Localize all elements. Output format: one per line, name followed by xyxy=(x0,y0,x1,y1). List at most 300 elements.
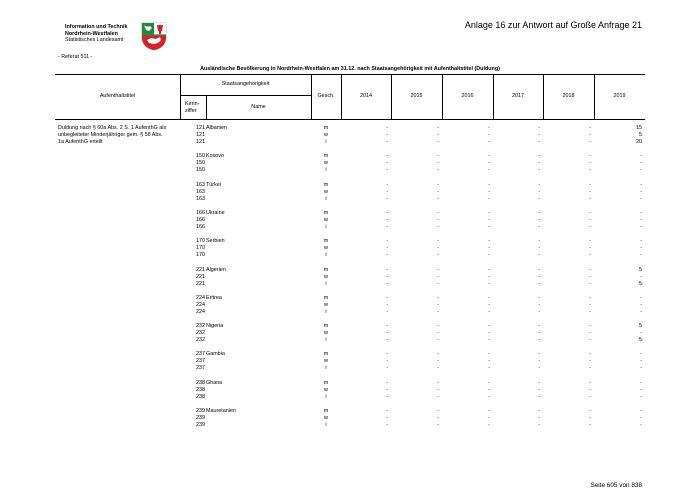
value-cell: - xyxy=(437,132,439,138)
value-cell: - xyxy=(437,337,439,344)
value-cell: 20 xyxy=(636,139,642,145)
value-cell: - xyxy=(538,139,540,145)
gesch-cell: w xyxy=(324,273,328,280)
gesch-cell: m xyxy=(323,209,329,216)
value-cell: - xyxy=(538,415,540,421)
value-cell: - xyxy=(488,273,490,280)
kennziffer-cell: 238 xyxy=(196,379,205,386)
header-name: Name xyxy=(251,104,266,110)
value-cell: - xyxy=(538,351,540,358)
value-cell: - xyxy=(538,132,540,138)
value-cell: - xyxy=(589,393,591,400)
value-cell: - xyxy=(589,386,591,393)
value-cell: - xyxy=(589,337,591,344)
value-cell: - xyxy=(386,153,388,160)
gesch-cell: w xyxy=(324,415,328,421)
value-cell: - xyxy=(640,153,642,160)
value-cell: - xyxy=(386,181,388,188)
value-cell: - xyxy=(488,160,490,167)
value-cell: - xyxy=(538,153,540,160)
kennziffer-cell: 239 xyxy=(196,408,205,414)
country-name-cell: Algerien xyxy=(206,266,226,273)
value-cell: - xyxy=(640,301,642,308)
value-cell: - xyxy=(386,337,388,344)
value-cell: - xyxy=(386,245,388,252)
aufenthaltstitel-line3: 1a AufenthG erteilt xyxy=(58,139,103,145)
value-cell: - xyxy=(386,167,388,174)
value-cell: - xyxy=(640,415,642,421)
value-cell: - xyxy=(589,294,591,301)
value-cell: - xyxy=(437,216,439,223)
value-cell: - xyxy=(538,266,540,273)
header-year: 2016 xyxy=(461,93,474,99)
value-cell: - xyxy=(589,223,591,230)
gesch-cell: i xyxy=(325,365,327,372)
value-cell: - xyxy=(488,330,490,337)
country-name-cell: Albanien xyxy=(206,125,227,131)
value-cell: - xyxy=(640,408,642,414)
value-cell: - xyxy=(538,167,540,174)
value-cell: - xyxy=(640,308,642,315)
value-cell: - xyxy=(589,415,591,421)
value-cell: - xyxy=(437,209,439,216)
value-cell: - xyxy=(386,351,388,358)
value-cell: - xyxy=(437,358,439,365)
value-cell: - xyxy=(437,386,439,393)
country-name-cell: Eritrea xyxy=(206,294,222,301)
value-cell: - xyxy=(538,330,540,337)
kennziffer-cell: 232 xyxy=(196,337,205,344)
value-cell: - xyxy=(640,273,642,280)
kennziffer-cell: 163 xyxy=(196,195,205,202)
gesch-cell: m xyxy=(323,266,329,273)
gesch-cell: i xyxy=(325,308,327,315)
value-cell: - xyxy=(538,379,540,386)
value-cell: - xyxy=(589,125,591,131)
value-cell: - xyxy=(538,195,540,202)
value-cell: - xyxy=(437,415,439,421)
value-cell: - xyxy=(386,266,388,273)
value-cell: - xyxy=(386,330,388,337)
value-cell: - xyxy=(640,386,642,393)
header-year: 2015 xyxy=(410,93,423,99)
header-year: 2018 xyxy=(562,93,575,99)
gesch-cell: w xyxy=(324,188,328,195)
kennziffer-cell: 150 xyxy=(196,160,205,167)
org-line-1: Information und Technik xyxy=(65,24,128,30)
value-cell: - xyxy=(386,365,388,372)
value-cell: - xyxy=(640,209,642,216)
value-cell: - xyxy=(488,252,490,259)
value-cell: - xyxy=(538,252,540,259)
value-cell: - xyxy=(488,301,490,308)
value-cell: - xyxy=(640,167,642,174)
value-cell: - xyxy=(386,386,388,393)
kennziffer-cell: 238 xyxy=(196,386,205,393)
value-cell: - xyxy=(488,386,490,393)
gesch-cell: w xyxy=(324,301,328,308)
value-cell: - xyxy=(437,301,439,308)
value-cell: - xyxy=(437,280,439,287)
value-cell: - xyxy=(386,160,388,167)
value-cell: - xyxy=(538,181,540,188)
kennziffer-cell: 170 xyxy=(196,252,205,259)
gesch-cell: i xyxy=(325,393,327,400)
kennziffer-cell: 150 xyxy=(196,167,205,174)
value-cell: - xyxy=(640,330,642,337)
value-cell: - xyxy=(386,301,388,308)
value-cell: - xyxy=(488,209,490,216)
value-cell: - xyxy=(437,188,439,195)
value-cell: - xyxy=(589,280,591,287)
gesch-cell: i xyxy=(325,280,327,287)
value-cell: - xyxy=(640,358,642,365)
value-cell: - xyxy=(386,209,388,216)
department-label: - Referat 511 - xyxy=(58,54,93,60)
staat-subheader-line xyxy=(180,95,311,96)
kennziffer-cell: 121 xyxy=(196,132,205,138)
value-cell: - xyxy=(538,422,540,428)
value-cell: - xyxy=(589,181,591,188)
value-cell: - xyxy=(437,181,439,188)
value-cell: - xyxy=(437,139,439,145)
gesch-cell: m xyxy=(323,238,329,245)
value-cell: - xyxy=(589,323,591,330)
country-name-cell: Ukraine xyxy=(206,209,225,216)
value-cell: - xyxy=(538,238,540,245)
value-cell: - xyxy=(640,223,642,230)
value-cell: 5 xyxy=(639,266,642,273)
value-cell: - xyxy=(488,337,490,344)
nrw-coat-of-arms-icon xyxy=(140,21,168,51)
value-cell: - xyxy=(386,273,388,280)
value-cell: - xyxy=(386,125,388,131)
country-name-cell: Nigeria xyxy=(206,323,224,330)
value-cell: - xyxy=(589,160,591,167)
value-cell: - xyxy=(488,415,490,421)
value-cell: - xyxy=(437,266,439,273)
value-cell: - xyxy=(640,238,642,245)
value-cell: - xyxy=(437,223,439,230)
kennziffer-cell: 224 xyxy=(196,294,205,301)
value-cell: 5 xyxy=(639,280,642,287)
document-annex-title: Anlage 16 zur Antwort auf Große Anfrage 21 xyxy=(464,20,642,30)
value-cell: - xyxy=(386,216,388,223)
gesch-cell: m xyxy=(323,351,329,358)
value-cell: - xyxy=(386,280,388,287)
value-cell: - xyxy=(437,125,439,131)
value-cell: - xyxy=(640,365,642,372)
value-cell: - xyxy=(437,195,439,202)
value-cell: 5 xyxy=(639,323,642,330)
country-name-cell: Kosovo xyxy=(206,153,224,160)
header-gesch: Gesch. xyxy=(317,93,335,99)
value-cell: - xyxy=(488,139,490,145)
value-cell: - xyxy=(386,195,388,202)
value-cell: - xyxy=(386,132,388,138)
gesch-cell: i xyxy=(325,167,327,174)
kennziffer-cell: 166 xyxy=(196,209,205,216)
value-cell: - xyxy=(488,408,490,414)
value-cell: - xyxy=(589,379,591,386)
value-cell: - xyxy=(488,280,490,287)
value-cell: - xyxy=(386,422,388,428)
kennziffer-cell: 237 xyxy=(196,358,205,365)
gesch-cell: i xyxy=(325,422,327,428)
gesch-cell: w xyxy=(324,160,328,167)
value-cell: - xyxy=(386,393,388,400)
value-cell: - xyxy=(488,351,490,358)
value-cell: - xyxy=(488,216,490,223)
value-cell: - xyxy=(488,238,490,245)
value-cell: - xyxy=(437,308,439,315)
org-line-3: Statistisches Landesamt xyxy=(65,37,124,44)
value-cell: - xyxy=(538,294,540,301)
aufenthaltstitel-line1: Duldung nach § 60a Abs. 2 S. 1 AufenthG als xyxy=(58,125,167,131)
org-line-2: Nordrhein-Westfalen xyxy=(65,30,118,37)
value-cell: - xyxy=(538,386,540,393)
kennziffer-cell: 221 xyxy=(196,273,205,280)
header-kennziffer-line2: ziffer xyxy=(185,108,197,114)
header-year: 2019 xyxy=(613,93,626,99)
kennziffer-cell: 232 xyxy=(196,330,205,337)
value-cell: - xyxy=(488,132,490,138)
value-cell: - xyxy=(386,238,388,245)
value-cell: - xyxy=(488,393,490,400)
gesch-cell: m xyxy=(323,125,329,131)
table-title: Ausländische Bevölkerung in Nordrhein-Westfalen am 31.12. nach Staatsangehörigkeit mit Aufenthaltstitel (Duldung) xyxy=(200,66,500,72)
value-cell: - xyxy=(589,238,591,245)
value-cell: - xyxy=(538,358,540,365)
kennziffer-cell: 238 xyxy=(196,393,205,400)
kennziffer-cell: 237 xyxy=(196,351,205,358)
value-cell: - xyxy=(437,167,439,174)
value-cell: - xyxy=(640,181,642,188)
value-cell: - xyxy=(386,308,388,315)
value-cell: - xyxy=(488,365,490,372)
value-cell: - xyxy=(488,195,490,202)
gesch-cell: m xyxy=(323,294,329,301)
kennziffer-cell: 221 xyxy=(196,280,205,287)
value-cell: 5 xyxy=(639,337,642,344)
gesch-cell: w xyxy=(324,358,328,365)
value-cell: - xyxy=(589,351,591,358)
gesch-cell: w xyxy=(324,216,328,223)
value-cell: 15 xyxy=(636,125,642,131)
kennziffer-cell: 166 xyxy=(196,216,205,223)
kennziffer-cell: 221 xyxy=(196,266,205,273)
kennziffer-cell: 150 xyxy=(196,153,205,160)
value-cell: - xyxy=(538,209,540,216)
gesch-cell: m xyxy=(323,408,329,414)
value-cell: - xyxy=(488,358,490,365)
country-name-cell: Gambia xyxy=(206,351,225,358)
value-cell: - xyxy=(538,301,540,308)
value-cell: - xyxy=(640,294,642,301)
value-cell: - xyxy=(386,408,388,414)
value-cell: - xyxy=(437,238,439,245)
value-cell: - xyxy=(538,337,540,344)
kennziffer-cell: 239 xyxy=(196,422,205,428)
kennziffer-cell: 170 xyxy=(196,238,205,245)
value-cell: - xyxy=(437,153,439,160)
country-name-cell: Ghana xyxy=(206,379,223,386)
value-cell: - xyxy=(589,167,591,174)
value-cell: - xyxy=(488,294,490,301)
value-cell: - xyxy=(538,188,540,195)
gesch-cell: i xyxy=(325,223,327,230)
value-cell: - xyxy=(437,408,439,414)
value-cell: - xyxy=(640,216,642,223)
value-cell: - xyxy=(589,245,591,252)
gesch-cell: m xyxy=(323,153,329,160)
value-cell: - xyxy=(589,365,591,372)
value-cell: - xyxy=(488,245,490,252)
value-cell: - xyxy=(488,323,490,330)
value-cell: - xyxy=(488,167,490,174)
value-cell: - xyxy=(589,216,591,223)
value-cell: - xyxy=(488,125,490,131)
value-cell: - xyxy=(640,351,642,358)
value-cell: - xyxy=(386,223,388,230)
value-cell: - xyxy=(437,294,439,301)
kennziffer-cell: 224 xyxy=(196,308,205,315)
value-cell: - xyxy=(386,415,388,421)
gesch-cell: m xyxy=(323,323,329,330)
value-cell: - xyxy=(488,223,490,230)
value-cell: - xyxy=(538,408,540,414)
kennziffer-cell: 237 xyxy=(196,365,205,372)
value-cell: - xyxy=(640,379,642,386)
value-cell: - xyxy=(386,252,388,259)
country-name-cell: Mauretanien xyxy=(206,408,236,414)
gesch-cell: w xyxy=(324,132,328,138)
value-cell: - xyxy=(437,273,439,280)
value-cell: - xyxy=(640,393,642,400)
value-cell: - xyxy=(488,188,490,195)
gesch-cell: i xyxy=(325,252,327,259)
value-cell: - xyxy=(589,308,591,315)
table-top-border xyxy=(55,74,645,75)
value-cell: - xyxy=(589,422,591,428)
kennziffer-cell: 163 xyxy=(196,188,205,195)
value-cell: - xyxy=(538,216,540,223)
value-cell: - xyxy=(589,153,591,160)
kennziffer-cell: 166 xyxy=(196,223,205,230)
kennziffer-cell: 121 xyxy=(196,125,205,131)
value-cell: - xyxy=(589,301,591,308)
value-cell: - xyxy=(488,422,490,428)
value-cell: - xyxy=(386,139,388,145)
value-cell: - xyxy=(386,379,388,386)
gesch-cell: w xyxy=(324,386,328,393)
value-cell: - xyxy=(437,393,439,400)
gesch-cell: i xyxy=(325,139,327,145)
header-year: 2017 xyxy=(512,93,524,99)
value-cell: - xyxy=(437,160,439,167)
value-cell: - xyxy=(437,323,439,330)
value-cell: 5 xyxy=(639,132,642,138)
value-cell: - xyxy=(589,358,591,365)
kennziffer-cell: 224 xyxy=(196,301,205,308)
value-cell: - xyxy=(437,330,439,337)
gesch-cell: m xyxy=(323,181,329,188)
value-cell: - xyxy=(589,139,591,145)
value-cell: - xyxy=(538,323,540,330)
value-cell: - xyxy=(589,209,591,216)
value-cell: - xyxy=(589,188,591,195)
page-number: Seite 605 von 838 xyxy=(590,482,642,489)
value-cell: - xyxy=(437,379,439,386)
gesch-cell: m xyxy=(323,379,329,386)
value-cell: - xyxy=(538,308,540,315)
kennziffer-cell: 170 xyxy=(196,245,205,252)
gesch-cell: i xyxy=(325,337,327,344)
organization-name xyxy=(65,24,128,44)
value-cell: - xyxy=(589,195,591,202)
value-cell: - xyxy=(640,252,642,259)
gesch-cell: i xyxy=(325,195,327,202)
aufenthaltstitel-line2: unbegleiteter Minderjähriger gem. § 58 Abs. xyxy=(58,132,163,138)
kennziffer-cell: 239 xyxy=(196,415,205,421)
value-cell: - xyxy=(437,422,439,428)
header-kennziffer-line1: Kenn- xyxy=(185,101,200,107)
value-cell: - xyxy=(488,308,490,315)
country-name-cell: Türkei xyxy=(206,181,221,188)
value-cell: - xyxy=(640,422,642,428)
value-cell: - xyxy=(538,280,540,287)
country-name-cell: Serbien xyxy=(206,238,225,245)
value-cell: - xyxy=(589,330,591,337)
value-cell: - xyxy=(640,160,642,167)
value-cell: - xyxy=(386,323,388,330)
header-staatsangehoerigkeit: Staatsangehörigkeit xyxy=(221,81,270,87)
kennziffer-cell: 163 xyxy=(196,181,205,188)
value-cell: - xyxy=(437,245,439,252)
header-bottom-border xyxy=(55,119,645,120)
value-cell: - xyxy=(640,195,642,202)
header-year: 2014 xyxy=(360,93,372,99)
value-cell: - xyxy=(488,379,490,386)
gesch-cell: w xyxy=(324,245,328,252)
value-cell: - xyxy=(437,252,439,259)
gesch-cell: w xyxy=(324,330,328,337)
value-cell: - xyxy=(488,153,490,160)
value-cell: - xyxy=(589,273,591,280)
value-cell: - xyxy=(386,294,388,301)
value-cell: - xyxy=(538,365,540,372)
value-cell: - xyxy=(538,160,540,167)
kennziffer-cell: 232 xyxy=(196,323,205,330)
value-cell: - xyxy=(589,408,591,414)
value-cell: - xyxy=(589,132,591,138)
value-cell: - xyxy=(437,365,439,372)
kennziffer-cell: 121 xyxy=(196,139,205,145)
value-cell: - xyxy=(386,188,388,195)
value-cell: - xyxy=(589,252,591,259)
value-cell: - xyxy=(538,245,540,252)
value-cell: - xyxy=(386,358,388,365)
value-cell: - xyxy=(589,266,591,273)
value-cell: - xyxy=(640,245,642,252)
value-cell: - xyxy=(538,273,540,280)
value-cell: - xyxy=(538,125,540,131)
value-cell: - xyxy=(488,181,490,188)
value-cell: - xyxy=(538,223,540,230)
value-cell: - xyxy=(640,188,642,195)
value-cell: - xyxy=(488,266,490,273)
value-cell: - xyxy=(437,351,439,358)
